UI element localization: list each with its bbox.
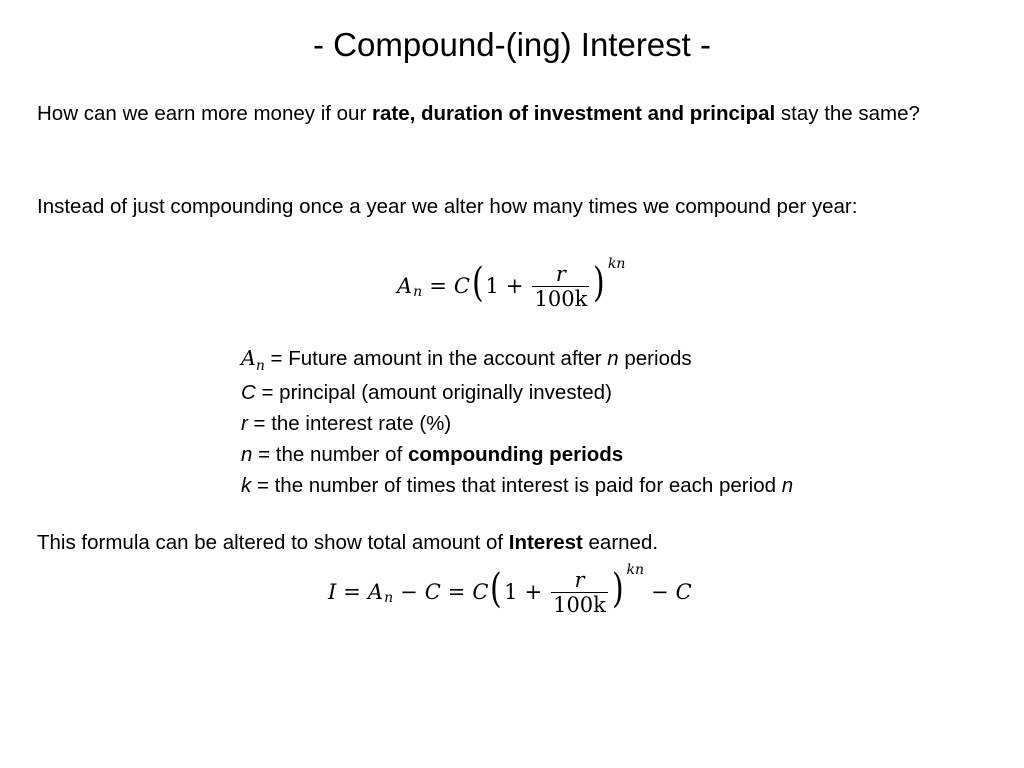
formula-plus: +	[524, 580, 543, 604]
intro-text: How can we earn more money if our	[37, 102, 372, 125]
slide-title: - Compound-(ing) Interest -	[313, 26, 711, 63]
formula-left-paren: (	[490, 566, 503, 612]
formula-symbol-c: C	[472, 580, 489, 604]
formula-symbol-i: I	[328, 580, 337, 604]
definition-variable: C	[241, 381, 256, 404]
definition-variable: k	[241, 474, 252, 497]
altered-bold-text: Interest	[508, 531, 583, 554]
formula-equals: =	[343, 580, 361, 604]
formula-one: 1	[485, 274, 499, 298]
definition-variable: r	[241, 412, 248, 435]
definition-variable: n	[241, 443, 253, 466]
formula-symbol-a: A	[367, 580, 384, 604]
definition-row	[241, 377, 941, 408]
altered-text	[37, 528, 987, 558]
formula-symbol-c: C	[453, 274, 470, 298]
formula-left-paren: (	[471, 260, 484, 306]
definitions-list	[241, 343, 941, 501]
formula-exponent: kn	[626, 562, 644, 578]
formula-subscript-n: n	[384, 590, 394, 606]
definition-text: = principal (amount originally invested)	[255, 381, 612, 404]
definition-text: = the number of	[252, 443, 408, 466]
formula-right-paren: )	[611, 566, 624, 612]
formula-denominator: 100k	[553, 592, 606, 617]
formula-symbol-a: A	[397, 274, 413, 298]
formula-symbol-c: C	[675, 580, 692, 604]
definition-text: = the interest rate (%)	[247, 412, 452, 435]
formula-one: 1	[504, 580, 518, 604]
formula-plus: +	[505, 274, 524, 298]
formula-equals: =	[429, 274, 447, 298]
formula-symbol-c: C	[424, 580, 441, 604]
formula-denominator: 100k	[534, 286, 588, 311]
compound-formula	[397, 254, 625, 318]
altered-text-start: This formula can be altered to show total amount of	[37, 531, 509, 554]
definition-bold: compounding periods	[407, 443, 624, 466]
definition-text-end: periods	[618, 347, 692, 370]
formula-numerator: r	[574, 567, 585, 592]
formula-minus: −	[400, 580, 418, 604]
formula-equals: =	[447, 580, 466, 604]
interest-formula	[328, 560, 692, 624]
definition-text: = Future amount in the account after	[264, 347, 608, 370]
instead-text: Instead of just compounding once a year we alter how many times we compound per year:	[37, 195, 858, 218]
definition-variable-subscript: n	[255, 358, 265, 374]
formula-fraction	[532, 263, 589, 310]
formula-right-paren: )	[593, 260, 605, 306]
formula-numerator: r	[555, 261, 566, 286]
definition-variable	[241, 346, 265, 374]
formula-minus: −	[651, 580, 669, 604]
definition-row	[241, 439, 941, 470]
formula-fraction	[551, 569, 608, 616]
intro-question	[37, 99, 987, 129]
definition-row	[241, 408, 941, 439]
definition-variable-letter: A	[241, 346, 256, 370]
definition-row	[241, 470, 941, 501]
definition-text: = the number of times that interest is paid for each period	[251, 474, 782, 497]
altered-text-end: earned.	[582, 531, 659, 554]
intro-text-end: stay the same?	[775, 102, 920, 125]
intro-bold-text: rate, duration of investment and principal	[371, 102, 776, 125]
definition-italic: n	[607, 347, 619, 370]
definition-row	[241, 343, 941, 377]
formula-exponent: kn	[607, 256, 626, 272]
formula-subscript-n: n	[413, 284, 423, 300]
definition-italic: n	[781, 474, 794, 497]
